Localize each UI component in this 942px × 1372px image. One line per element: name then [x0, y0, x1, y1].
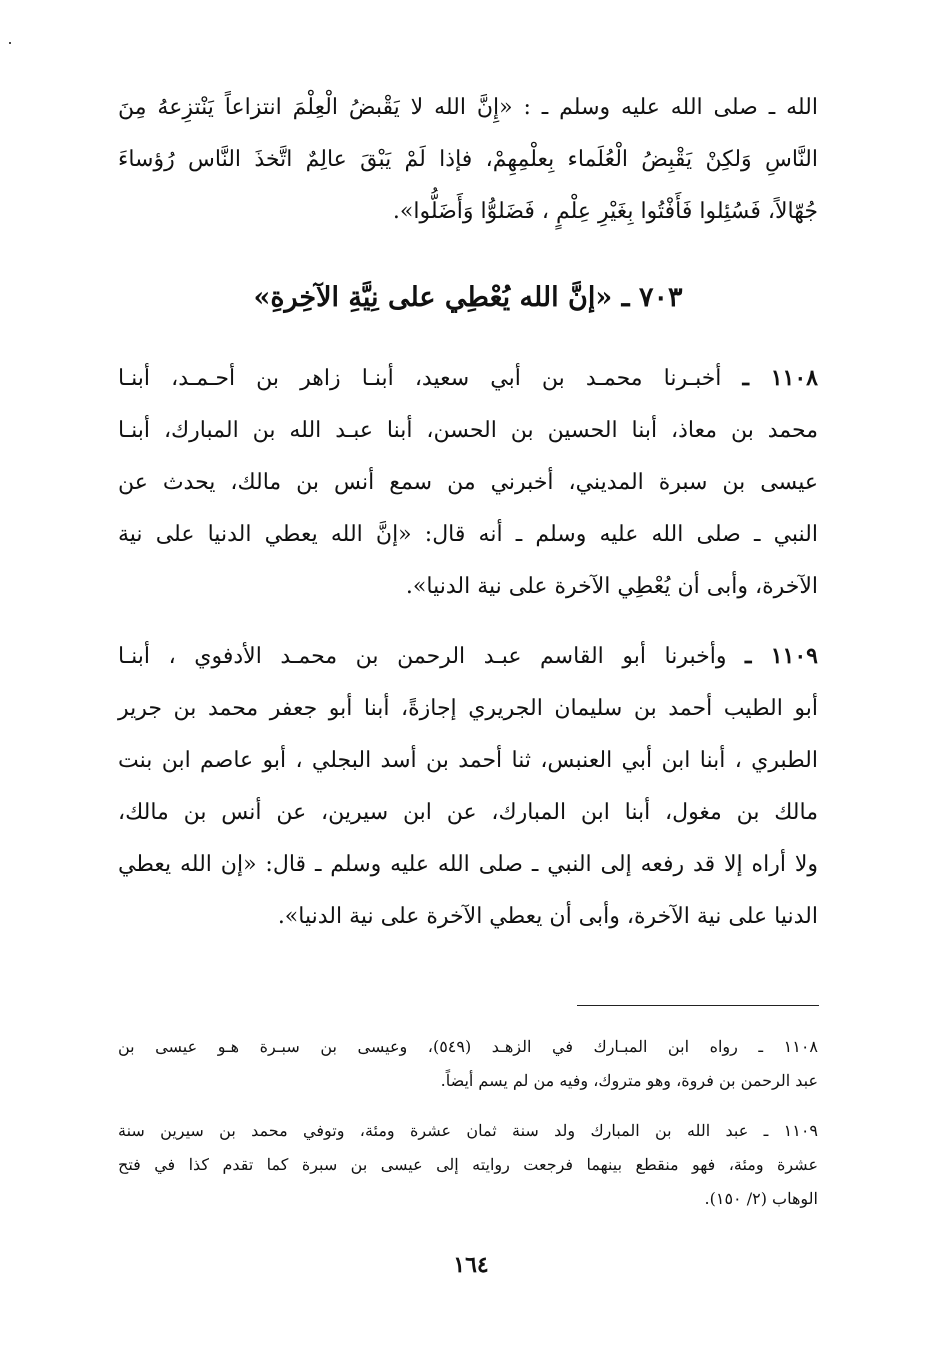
scan-speck [9, 42, 11, 44]
hadith-line [118, 630, 818, 683]
chapter-heading: ٧٠٣ ـ «إنَّ الله يُعْطِي على نِيَّةِ الآخِرةِ» [253, 282, 683, 313]
hadith-line: مالك بن مغول، أبنا ابن المبارك، عن ابن سيرين، عن أنس بن مالك، [118, 800, 818, 825]
footnote-divider [577, 1005, 819, 1006]
hadith-line: أبو الطيب أحمد بن سليمان الجريري إجازةً، أبنا أبو جعفر محمد بن جرير [118, 696, 818, 721]
page-number: ١٦٤ [453, 1252, 489, 1278]
intro-line: النَّاسِ وَلكِنْ يَقْبِضُ الْعُلَماء بِعلْمِهِمْ، فإذا لَمْ يَبْقَ عالِمٌ اتَّخذَ النَّاس رُؤساءَ [118, 147, 818, 172]
footnote-1109 [118, 1114, 818, 1216]
hadith-line: ولا أراه إلا قد رفعه إلى النبي ـ صلى الله عليه وسلم ـ قال: «إن الله يعطي [118, 852, 818, 877]
hadith-1109 [118, 630, 818, 943]
hadith-line [118, 352, 818, 405]
intro-line: الله ـ صلى الله عليه وسلم ـ : «إِنَّ الله لا يَقْبضُ الْعِلْمَ انتزاعاً يَنْتزِعهُ مِنَ [118, 95, 818, 120]
footnote-line: عبد الرحمن بن فروة، وهو متروك، وفيه من لم يسم أيضاً. [440, 1071, 818, 1090]
hadith-line: الآخرة، وأبى أن يُعْطِي الآخرة على نية الدنيا». [405, 574, 818, 599]
hadith-text: أخبـرنا محمـد بن أبي سعيد، أبنـا زاهر بن أحـمـد، أبنـا [118, 366, 722, 391]
hadith-line: محمد بن معاذ، أبنا الحسين بن الحسن، أبنا عبـد الله بن المبارك، أبنـا [118, 418, 818, 443]
hadith-line: عيسى بن سبرة المديني، أخبرني من سمع أنس بن مالك، يحدث عن [118, 470, 818, 495]
footnote-1108 [118, 1030, 818, 1098]
hadith-line: الدنيا على نية الآخرة، وأبى أن يعطي الآخرة على نية الدنيا». [277, 904, 818, 929]
footnote-line: عشرة ومئة، فهو منقطع بينهما فرجعت روايته إلى عيسى بن سبرة كما تقدم كذا في فتح [118, 1155, 818, 1174]
hadith-number: ١١٠٨ ـ [742, 365, 818, 391]
hadith-number: ١١٠٩ ـ [745, 643, 818, 669]
intro-line: جُهّالاً، فَسُئِلوا فَأَفْتُوا بِغَيْرِ عِلْمٍ ، فَضَلوُّا وَأَضَلُّوا». [392, 199, 818, 224]
hadith-line: الطبري ، أبنا ابن أبي العنبس، ثنا أحمد بن أسد البجلي ، أبو عاصم ابن بنت [118, 748, 818, 773]
footnote-line: الوهاب (٢/ ١٥٠). [704, 1189, 818, 1208]
footnote-line: ١١٠٩ ـ عبد الله بن المبارك ولد سنة ثمان عشرة ومئة، وتوفي محمد بن سيرين سنة [118, 1121, 819, 1140]
hadith-line: النبي ـ صلى الله عليه وسلم ـ أنه قال: «إنَّ الله يعطي الدنيا على نية [118, 522, 819, 547]
hadith-1108 [118, 352, 818, 613]
intro-text [118, 82, 818, 238]
footnote-line: ١١٠٨ ـ رواه ابن المبـارك في الزهـد (٥٤٩)، وعيسى بن سبـرة هـو عيسى بن [118, 1037, 819, 1056]
hadith-text: وأخبرنا أبو القاسم عبـد الرحمن بن محمـد الأدفوي ، أبنـا [118, 644, 727, 669]
